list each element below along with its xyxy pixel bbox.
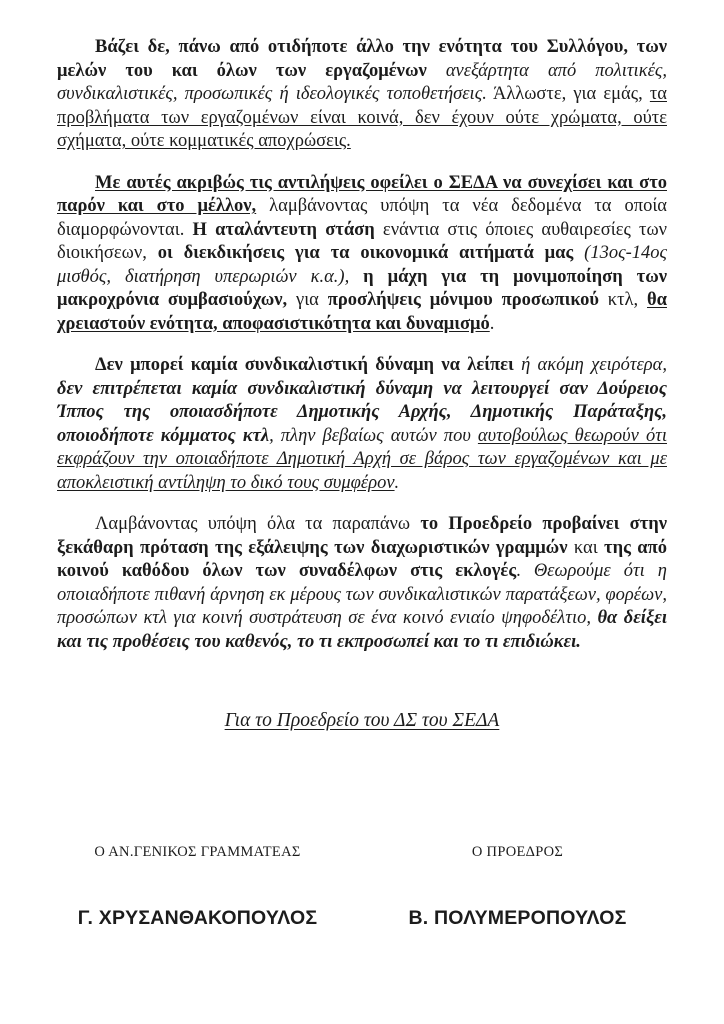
text-run: και	[567, 537, 605, 558]
text-run	[349, 267, 363, 287]
text-run: κτλ,	[598, 290, 647, 310]
text-run: λαμβάνοντας υπόψη τα νέα δεδομένα τα οποία διαμορφώνονται.	[57, 196, 667, 240]
text-run: (13ος-14ος μισθός, διατήρηση υπερωριών κ.α.),	[57, 243, 668, 287]
signature-right-name: Β. ΠΟΛΥΜΕΡΟΠΟΥΛΟΣ	[408, 907, 627, 929]
text-run: ανεξάρτητα από πολιτικές, συνδικαλιστικές, προσωπικές ή ιδεολογικές τοποθετήσεις.	[57, 60, 667, 104]
closing-text: Για το Προεδρείο του ΔΣ του ΣΕΔΑ	[224, 710, 500, 731]
text-run: Άλλωστε, για εμάς,	[486, 84, 650, 104]
text-run: το Προεδρείο προβαίνει στην ξεκάθαρη πρόταση της εξάλειψης των διαχωριστικών γραμμών	[57, 514, 667, 558]
signature-right-title: Ο ΠΡΟΕΔΡΟΣ	[471, 844, 564, 860]
paragraph	[57, 172, 667, 337]
text-run: της από κοινού καθόδου όλων των συναδέλφων στις εκλογές	[57, 537, 667, 581]
text-run: Βάζει δε, πάνω από οτιδήποτε άλλο την ενότητα του Συλλόγου, των μελών του και όλων των εργαζομένων	[57, 37, 667, 81]
closing-line	[57, 710, 667, 732]
text-run: αυτοβούλως θεωρούν ότι εκφράζουν την οποιαδήποτε Δημοτική Αρχή σε βάρος των εργαζομένων και με αποκλειστική αντίληψη το δικό τους συμφέρον	[57, 425, 667, 493]
text-run: ενάντια στις όποιες αυθαιρεσίες των διοικήσεων,	[57, 219, 668, 263]
text-run: για	[287, 290, 328, 310]
text-run: Θεωρούμε ότι η οποιαδήποτε πιθανή άρνηση εκ μέρους των συνδικαλιστικών παρατάξεων, φορέων, προσώπων κτλ για κοινή συστράτευση σε ένα κοινό ενιαίο ψηφοδέλτιο,	[57, 561, 667, 628]
signature-right	[375, 844, 660, 930]
document-body	[57, 36, 667, 984]
signature-left-name: Γ. ΧΡΥΣΑΝΘΑΚΟΠΟΥΛΟΣ	[77, 907, 318, 929]
paragraph	[57, 513, 667, 654]
text-run: τα προβλήματα των εργαζομένων είναι κοινά, δεν έχουν ούτε χρώματα, ούτε σχήματα, ούτε κομματικές αποχρώσεις.	[57, 84, 667, 151]
signature-left	[75, 844, 320, 930]
text-run: θα χρειαστούν ενότητα, αποφασιστικότητα και δυναμισμό	[57, 290, 667, 334]
text-run: Δεν μπορεί καμία συνδικαλιστική δύναμη να λείπει	[95, 355, 514, 375]
text-run: , πλην βεβαίως αυτών που	[269, 425, 478, 446]
text-run: .	[394, 472, 400, 493]
text-run: Με αυτές ακριβώς τις αντιλήψεις οφείλει ο ΣΕΔΑ να συνεχίσει και στο παρόν και στο μέλλον,	[57, 172, 667, 216]
paragraph	[57, 354, 667, 495]
paragraphs-section	[57, 36, 667, 654]
text-run: θα δείξει και τις προθέσεις του καθενός, το τι εκπροσωπεί και το τι επιδιώκει.	[57, 608, 667, 652]
text-run: δεν επιτρέπεται καμία συνδικαλιστική δύναμη να λειτουργεί σαν Δούρειος Ίππος της οποιασδήποτε Δημοτικής Αρχής, Δημοτικής Παράταξης, οποιοδήποτε κόμματος κτλ	[57, 378, 667, 446]
text-run: Η αταλάντευτη στάση	[192, 219, 375, 240]
text-run: οι διεκδικήσεις για τα οικονομικά αιτήματά μας	[157, 243, 574, 263]
signature-block	[57, 844, 667, 984]
text-run: ή ακόμη χειρότερα,	[513, 355, 667, 375]
paragraph	[57, 36, 667, 154]
text-run: .	[489, 313, 495, 334]
text-run: η μάχη για τη μονιμοποίηση των μακροχρόνια συμβασιούχων,	[57, 266, 667, 310]
text-run	[573, 243, 584, 263]
signature-left-title: Ο ΑΝ.ΓΕΝΙΚΟΣ ΓΡΑΜΜΑΤΕΑΣ	[94, 844, 301, 860]
text-run: προσλήψεις μόνιμου προσωπικού	[327, 290, 599, 310]
text-run: .	[516, 561, 534, 581]
text-run: Λαμβάνοντας υπόψη όλα τα παραπάνω	[95, 514, 421, 534]
